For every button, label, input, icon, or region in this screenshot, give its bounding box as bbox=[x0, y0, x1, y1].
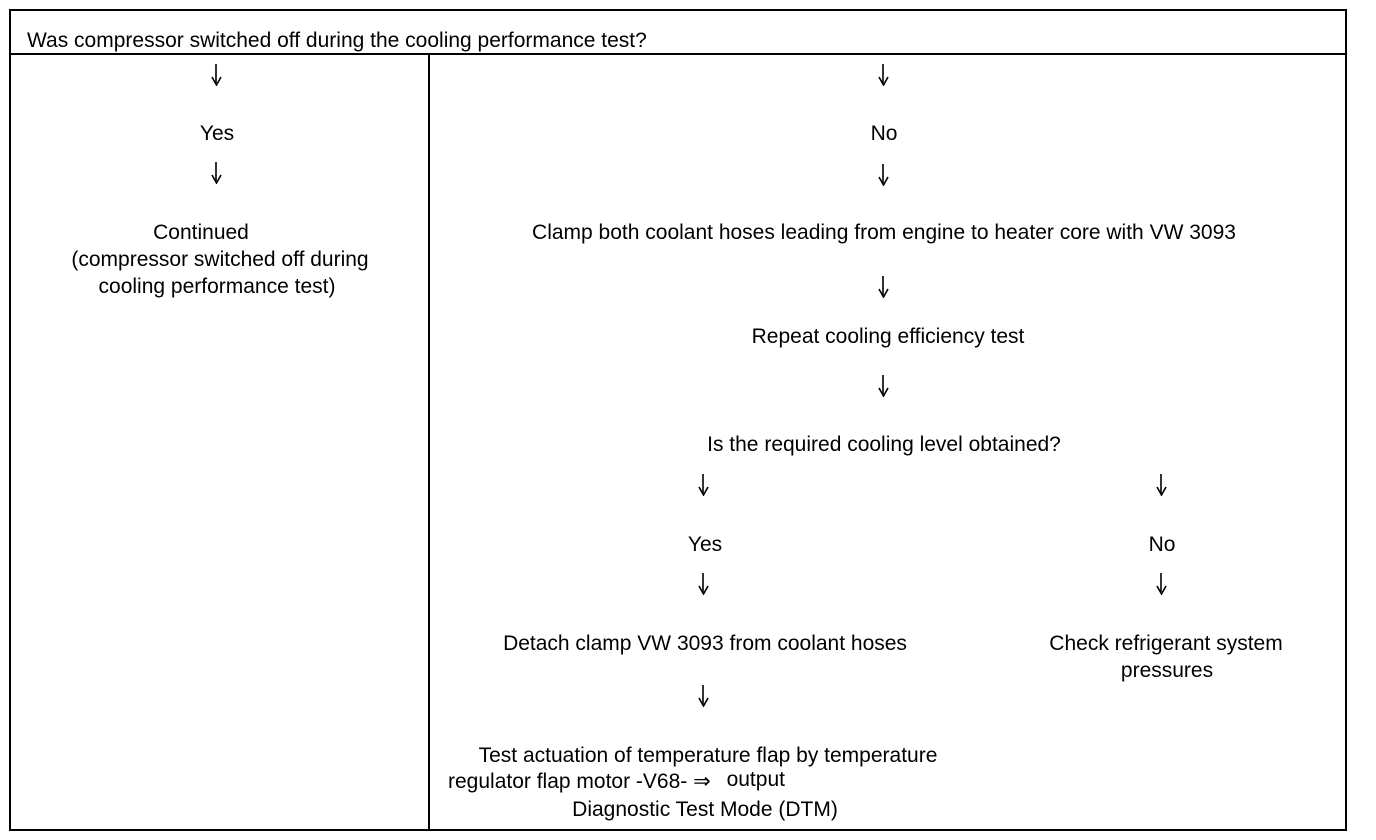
down-arrow-icon bbox=[697, 474, 711, 496]
sub-answer-yes: Yes bbox=[687, 533, 723, 556]
down-arrow-icon bbox=[697, 573, 711, 595]
right-double-arrow-icon[interactable]: ⇒ bbox=[693, 770, 711, 793]
sub-answer-no: No bbox=[1148, 533, 1176, 556]
right-answer-no: No bbox=[870, 122, 898, 145]
output-link[interactable]: output bbox=[726, 768, 785, 791]
left-result-line3: cooling performance test) bbox=[98, 275, 336, 298]
down-arrow-icon bbox=[210, 64, 224, 86]
down-arrow-icon bbox=[877, 64, 891, 86]
repeat-test-step: Repeat cooling efficiency test bbox=[751, 325, 1025, 348]
check-pressures-line1: Check refrigerant system bbox=[1049, 632, 1283, 655]
down-arrow-icon bbox=[877, 276, 891, 298]
left-answer-yes: Yes bbox=[199, 122, 235, 145]
left-result-line2: (compressor switched off during bbox=[71, 248, 369, 271]
left-result-line1: Continued bbox=[153, 221, 249, 244]
down-arrow-icon bbox=[1155, 573, 1169, 595]
down-arrow-icon bbox=[1155, 474, 1169, 496]
check-pressures-line2: pressures bbox=[1120, 659, 1214, 682]
test-actuation-line3: Diagnostic Test Mode (DTM) bbox=[572, 798, 838, 821]
question-text: Was compressor switched off during the cooling performance test? bbox=[27, 29, 647, 52]
detach-clamp-step: Detach clamp VW 3093 from coolant hoses bbox=[503, 632, 907, 655]
cooling-level-question: Is the required cooling level obtained? bbox=[707, 433, 1061, 456]
column-divider bbox=[428, 53, 430, 831]
test-actuation-line1: Test actuation of temperature flap by temperature bbox=[478, 744, 938, 767]
down-arrow-icon bbox=[877, 375, 891, 397]
down-arrow-icon bbox=[697, 685, 711, 707]
clamp-hoses-step: Clamp both coolant hoses leading from engine to heater core with VW 3093 bbox=[532, 221, 1236, 244]
down-arrow-icon bbox=[877, 164, 891, 186]
down-arrow-icon bbox=[210, 162, 224, 184]
test-actuation-line2 bbox=[448, 768, 785, 795]
question-header-row bbox=[9, 9, 1347, 55]
test-actuation-line2-text: regulator flap motor -V68- bbox=[448, 770, 688, 793]
